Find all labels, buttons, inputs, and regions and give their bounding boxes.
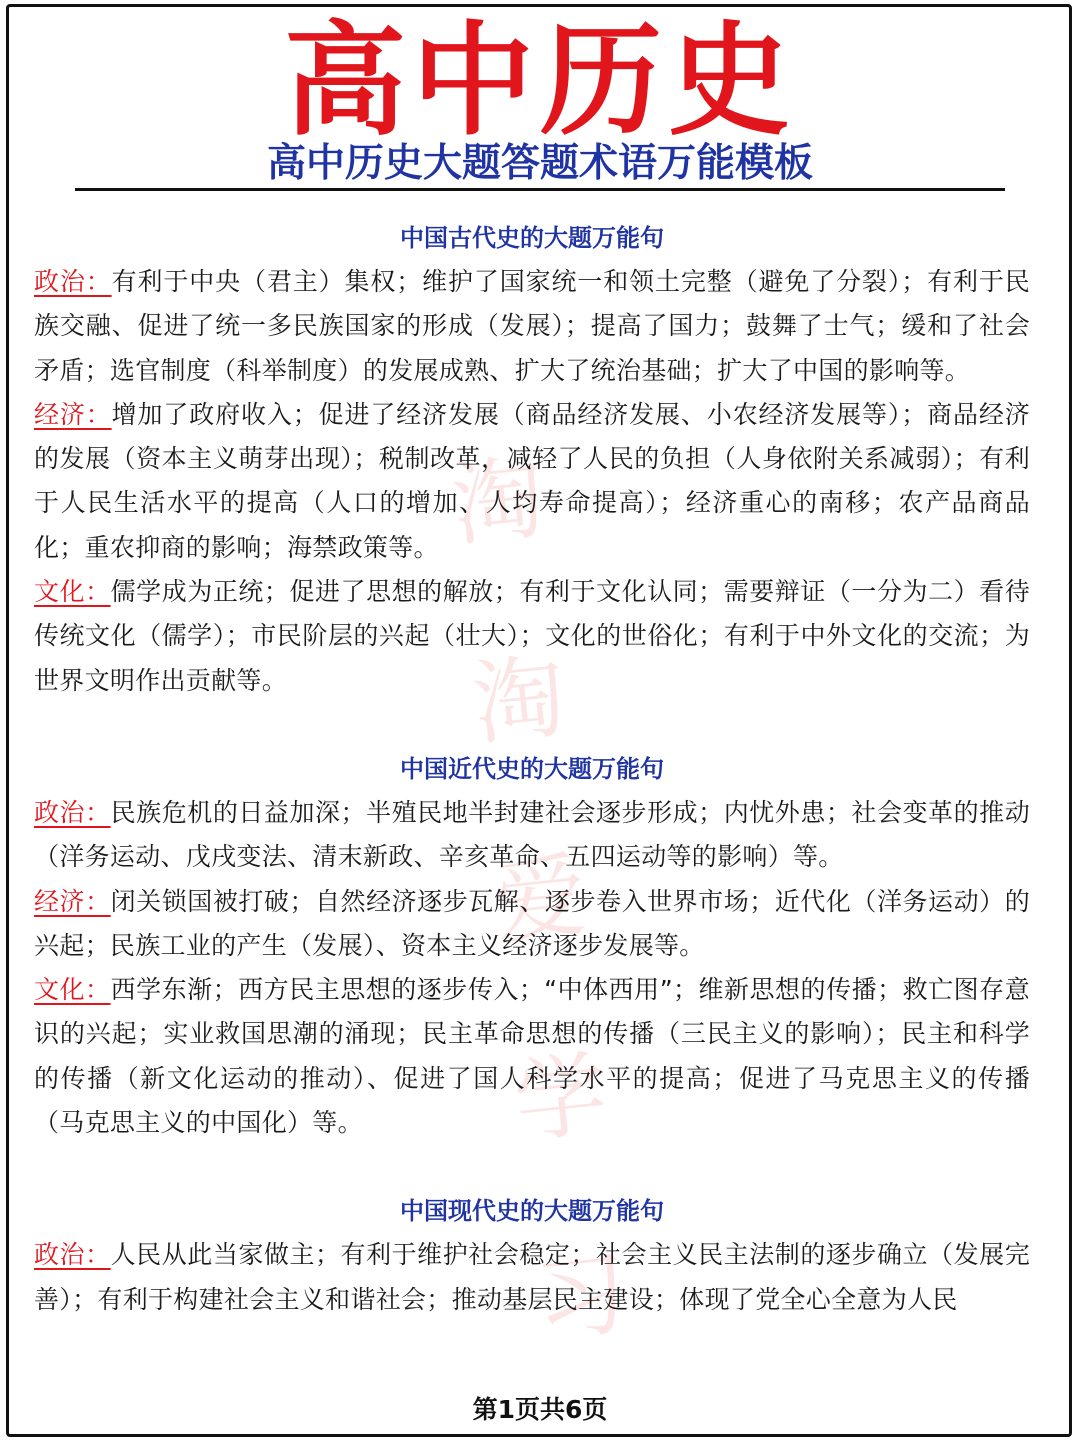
category-label: 政治： [34,267,112,296]
page-title: 高中历史 [284,10,796,152]
page-indicator: 第1页共6页 [472,1395,608,1424]
paragraph-text: 民族危机的日益加深；半殖民地半封建社会逐步形成；内忧外患；社会变革的推动（洋务运动、戊戌变法、清末新政、辛亥革命、五四运动等的影响）等。 [34,797,1030,872]
category-label: 经济： [34,399,112,429]
paragraph-economy [34,880,1030,969]
section-ancient [34,216,1030,703]
category-label: 文化： [34,577,111,607]
paragraph-culture [34,968,1030,1145]
paragraph-politics [34,260,1030,393]
category-label: 经济： [34,886,111,916]
section-heading: 中国近代史的大题万能句 [400,754,664,783]
paragraph-text: 有利于中央（君主）集权；维护了国家统一和领土完整（避免了分裂）；有利于民族交融、促进了统一多民族国家的形成（发展）；提高了国力；鼓舞了士气；缓和了社会矛盾；选官制度（科举制度）的发展成熟、扩大了统治基础；扩大了中国的影响等。 [34,267,1030,385]
paragraph-text: 儒学成为正统；促进了思想的解放；有利于文化认同；需要辩证（一分为二）看待传统文化（儒学）；市民阶层的兴起（壮大）；文化的世俗化；有利于中外文化的交流；为世界文明作出贡献等。 [34,577,1030,695]
title-divider [75,188,1005,191]
category-label: 文化： [34,975,111,1005]
content-body [34,216,1030,1322]
section-modern [34,747,1030,1145]
section-spacer [34,1145,1030,1189]
section-heading: 中国现代史的大题万能句 [400,1197,664,1226]
section-heading: 中国古代史的大题万能句 [400,224,664,252]
page-subtitle: 高中历史大题答题术语万能模板 [266,141,813,186]
paragraph-culture [34,570,1030,703]
paragraph-text: 闭关锁国被打破；自然经济逐步瓦解、逐步卷入世界市场；近代化（洋务运动）的兴起；民族工业的产生（发展）、资本主义经济逐步发展等。 [34,886,1030,960]
category-label: 政治： [34,797,111,827]
category-label: 政治： [34,1240,111,1270]
section-contemporary [34,1189,1030,1322]
paragraph-economy [34,393,1030,570]
paragraph-text: 增加了政府收入；促进了经济发展（商品经济发展、小农经济发展等）；商品经济的发展（资本主义萌芽出现）；税制改革，减轻了人民的负担（人身依附关系减弱）；有利于人民生活水平的提高（人口的增加、人均寿命提高）；经济重心的南移；农产品商品化；重农抑商的影响；海禁政策等。 [34,399,1030,562]
paragraph-text: 人民从此当家做主；有利于维护社会稳定；社会主义民主法制的逐步确立（发展完善）；有利于构建社会主义和谐社会；推动基层民主建设；体现了党全心全意为人民 [34,1240,1030,1314]
paragraph-text: 西学东渐；西方民主思想的逐步传入；“中体西用”；维新思想的传播；救亡图存意识的兴起；实业救国思潮的涌现；民主革命思想的传播（三民主义的影响）；民主和科学的传播（新文化运动的推动）、促进了国人科学水平的提高；促进了马克思主义的传播（马克思主义的中国化）等。 [34,975,1030,1138]
section-spacer [34,703,1030,747]
watermark: 淘淘爱学习 [446,443,634,1356]
paragraph-politics [34,1233,1030,1322]
paragraph-politics [34,791,1030,880]
